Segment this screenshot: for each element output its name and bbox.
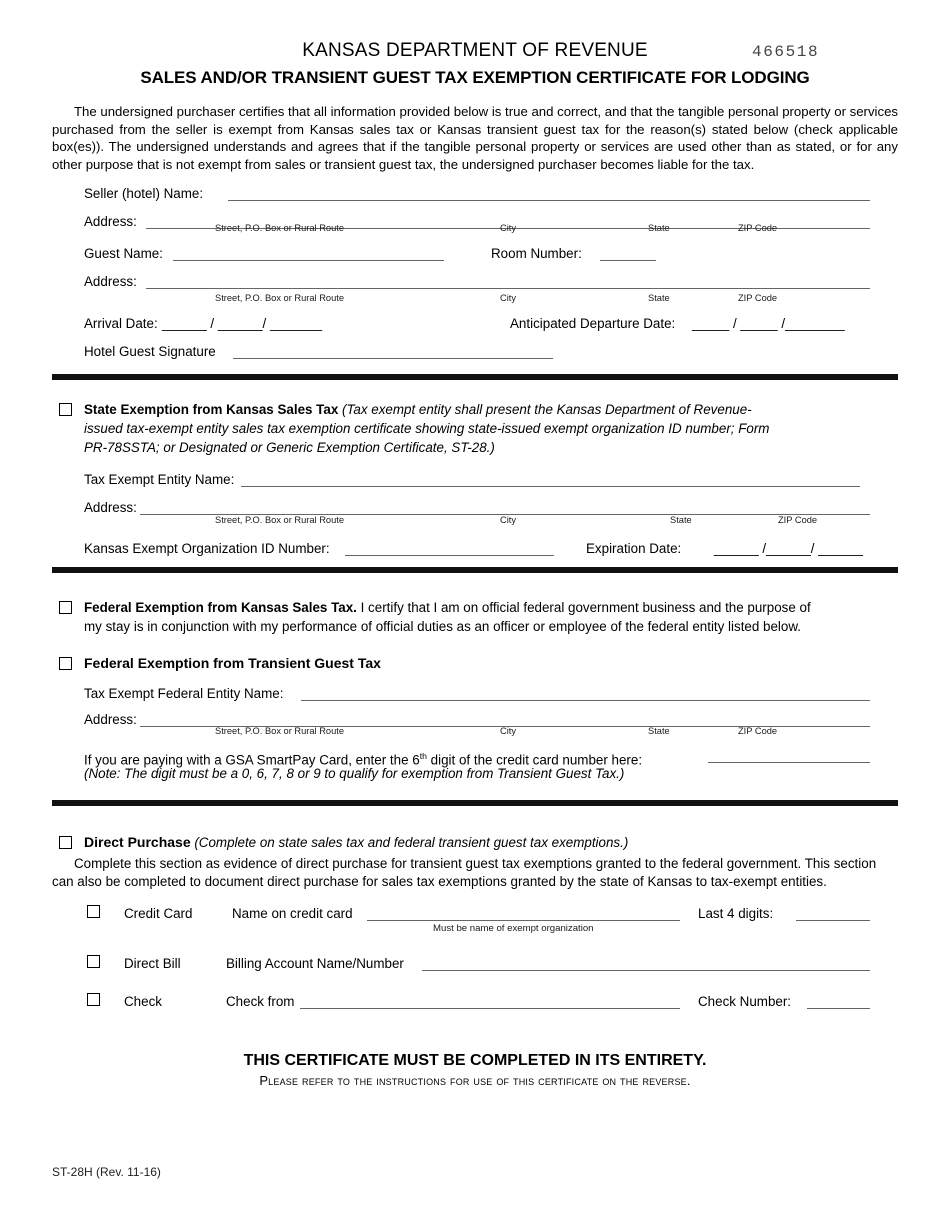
gsa-digit-input[interactable] [708,762,870,763]
kansas-org-id-label: Kansas Exempt Organization ID Number: [84,541,330,556]
document-number: 466518 [752,43,820,61]
checkbox-direct-purchase[interactable] [59,836,72,849]
seller-address-label: Address: [84,214,137,229]
credit-card-name-sublabel: Must be name of exempt organization [433,923,594,934]
direct-purchase-heading: Direct Purchase [84,834,191,850]
guest-address-input[interactable] [146,288,870,289]
guest-name-label: Guest Name: [84,246,163,261]
credit-card-name-input[interactable] [367,920,680,921]
departure-date-label: Anticipated Departure Date: [510,316,676,331]
check-number-label: Check Number: [698,994,792,1009]
seller-address-state-sublabel: State [648,223,670,233]
guest-address-label: Address: [84,274,137,289]
state-exemption-note-line3: PR-78SSTA; or Designated or Generic Exemption Certificate, ST-28.) [84,440,495,455]
check-number-input[interactable] [807,1008,870,1009]
credit-card-name-label: Name on credit card [232,906,353,921]
seller-name-label: Seller (hotel) Name: [84,186,204,201]
state-address-city-sublabel: City [500,515,517,525]
federal-transient-heading: Federal Exemption from Transient Guest Tax [84,655,381,671]
credit-card-last4-label: Last 4 digits: [698,906,774,921]
state-exemption-note-line1: (Tax exempt entity shall present the Kansas Department of Revenue- [342,402,752,417]
intro-paragraph: The undersigned purchaser certifies that all information provided below is true and correct, and that the tangible personal property or services purchased from the seller is exempt from Kansas sales tax or Kansas transient guest tax for the reason(s) stated below (check applicable box(es)). The undersigned understands and agrees that if the tangible personal property or services are used other than as stated, or for any other purpose that is not exempt from sales or transient guest tax, the undersigned purchaser becomes liable for the tax. [52,104,898,172]
footer-sub-notice: Please refer to the instructions for use of this certificate on the reverse. [259,1073,691,1088]
footer-main-notice: THIS CERTIFICATE MUST BE COMPLETED IN ITS ENTIRETY. [243,1052,707,1069]
expiration-date-label: Expiration Date: [586,541,682,556]
state-exemption-address-label: Address: [84,500,137,515]
arrival-date-input[interactable]: ______ / ______/ _______ [162,316,323,331]
agency-title: KANSAS DEPARTMENT OF REVENUE [302,40,648,61]
direct-bill-method-label: Direct Bill [124,956,181,971]
section-divider-federal [52,567,898,573]
direct-bill-account-label: Billing Account Name/Number [226,956,404,971]
federal-address-city-sublabel: City [500,726,517,736]
seller-address-city-sublabel: City [500,223,517,233]
room-number-input[interactable] [600,260,656,261]
checkbox-federal-sales-tax[interactable] [59,601,72,614]
direct-purchase-description-line2: can also be completed to document direct purchase for sales tax exemptions granted by the state of Kansas to tax-exempt entities. [52,874,827,889]
credit-card-method-label: Credit Card [124,906,193,921]
gsa-text-part1: If you are paying with a GSA SmartPay Card, enter the 6 [84,752,420,768]
form-title: SALES AND/OR TRANSIENT GUEST TAX EXEMPTION CERTIFICATE FOR LODGING [140,68,810,87]
gsa-ordinal-suffix: th [419,751,427,761]
checkbox-state-exemption[interactable] [59,403,72,416]
check-method-label: Check [124,994,162,1009]
tax-exempt-entity-name-label: Tax Exempt Entity Name: [84,472,235,487]
credit-card-last4-input[interactable] [796,920,870,921]
state-address-street-sublabel: Street, P.O. Box or Rural Route [215,515,345,525]
kansas-org-id-input[interactable] [345,555,554,556]
state-address-zip-sublabel: ZIP Code [778,515,818,525]
expiration-date-input[interactable]: ______ /______/ ______ [714,541,863,556]
checkbox-check[interactable] [87,993,100,1006]
guest-address-city-sublabel: City [500,293,517,303]
federal-sales-tax-heading: Federal Exemption from Kansas Sales Tax. [84,600,357,615]
federal-sales-tax-text-line1: I certify that I am on official federal government business and the purpose of [360,600,811,615]
gsa-text-part2: digit of the credit card number here: [426,752,643,768]
departure-date-input[interactable]: _____ / _____ /________ [692,316,845,331]
section-divider-state [52,374,898,380]
seller-address-street-sublabel: Street, P.O. Box or Rural Route [215,223,345,233]
checkbox-credit-card[interactable] [87,905,100,918]
federal-address-street-sublabel: Street, P.O. Box or Rural Route [215,726,345,736]
hotel-guest-signature-label: Hotel Guest Signature [84,344,216,359]
federal-entity-name-input[interactable] [301,700,870,701]
state-exemption-note-line2: issued tax-exempt entity sales tax exemption certificate showing state-issued exempt organization ID number; Form [84,421,770,436]
tax-exempt-entity-name-input[interactable] [241,486,860,487]
federal-address-zip-sublabel: ZIP Code [738,726,778,736]
checkbox-federal-transient-guest-tax[interactable] [59,657,72,670]
direct-bill-account-input[interactable] [422,970,870,971]
federal-entity-name-label: Tax Exempt Federal Entity Name: [84,686,284,701]
guest-address-street-sublabel: Street, P.O. Box or Rural Route [215,293,345,303]
seller-name-input[interactable] [228,200,870,201]
direct-purchase-heading-note: (Complete on state sales tax and federal transient guest tax exemptions.) [194,835,629,850]
form-number: ST-28H (Rev. 11-16) [52,1165,161,1179]
state-exemption-heading: State Exemption from Kansas Sales Tax [84,402,339,417]
direct-purchase-description-line1: Complete this section as evidence of direct purchase for transient guest tax exemptions granted to the federal government. This section [74,856,877,871]
check-from-label: Check from [226,994,295,1009]
arrival-date-label: Arrival Date: [84,316,158,331]
guest-address-zip-sublabel: ZIP Code [738,293,778,303]
section-divider-direct-purchase [52,800,898,806]
room-number-label: Room Number: [491,246,582,261]
state-address-state-sublabel: State [670,515,692,525]
guest-address-state-sublabel: State [648,293,670,303]
guest-name-input[interactable] [173,260,444,261]
hotel-guest-signature-input[interactable] [233,358,553,359]
checkbox-direct-bill[interactable] [87,955,100,968]
seller-address-zip-sublabel: ZIP Code [738,223,778,233]
federal-address-state-sublabel: State [648,726,670,736]
check-from-input[interactable] [300,1008,680,1009]
gsa-note: (Note: The digit must be a 0, 6, 7, 8 or 9 to qualify for exemption from Transient Guest Tax.) [84,766,625,781]
federal-address-label: Address: [84,712,137,727]
federal-sales-tax-text-line2: my stay is in conjunction with my performance of official duties as an officer or employee of the federal entity listed below. [84,619,802,634]
